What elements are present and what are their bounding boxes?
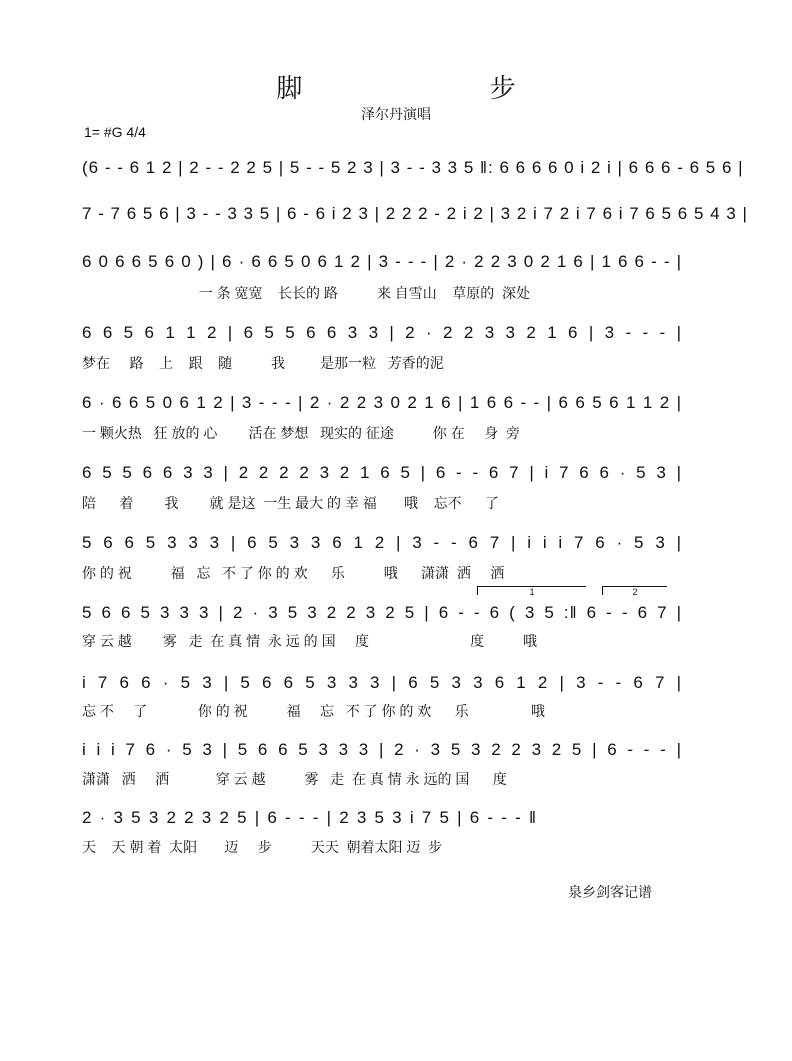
lyrics-line-10: 潇潇 洒 洒 穿 云 越 雾 走 在 真 情 永 远的 国 度 [82, 771, 507, 787]
volta-label: 1 [529, 587, 535, 597]
performer: 泽尔丹演唱 [361, 106, 431, 122]
notation-line-10: i i i 7 6 · 5 3 | 5 6 6 5 3 3 3 | 2 · 3 5 3 2 2 3 2 5 | 6 - - - | [82, 740, 682, 759]
notation-line-6: 6 5 5 6 6 3 3 | 2 2 2 2 3 2 1 6 5 | 6 - - 6 7 | i 7 6 6 · 5 3 | [82, 463, 682, 482]
notation-line-8: 5 6 6 5 3 3 3 | 2 · 3 5 3 2 2 3 2 5 | 6 - - 6 ( 3 5 :‖ 6 - - 6 7 | [82, 603, 682, 622]
notation-line-9: i 7 6 6 · 5 3 | 5 6 6 5 3 3 3 | 6 5 3 3 6 1 2 | 3 - - 6 7 | [82, 673, 682, 692]
notation-line-2: 7 - 7 6 5 6 | 3 - - 3 3 5 | 6 - 6 i 2 3 | 2 2 2 - 2 i 2 | 3 2 i 7 2 i 7 6 i 7 6 5 6 5 4 3 | [82, 204, 748, 223]
transcriber-credit: 泉乡剑客记谱 [568, 884, 652, 900]
song-title: 脚 步 [276, 73, 606, 103]
volta-label: 2 [632, 587, 638, 597]
lyrics-line-7: 你 的 祝 福 忘 不 了 你 的 欢 乐 哦 潇潇 洒 洒 [82, 565, 505, 581]
notation-line-11: 2 · 3 5 3 2 2 3 2 5 | 6 - - - | 2 3 5 3 i 7 5 | 6 - - - ‖ [82, 808, 537, 827]
lyrics-line-11: 天 天 朝 着 太阳 迈 步 天天 朝着太阳 迈 步 [82, 839, 443, 855]
volta-bracket-2 [602, 586, 667, 595]
key-signature: 1= #G 4/4 [84, 124, 146, 140]
lyrics-line-4: 梦在 路 上 跟 随 我 是那一粒 芳香的泥 [82, 355, 444, 371]
lyrics-line-9: 忘 不 了 你 的 祝 福 忘 不 了 你 的 欢 乐 哦 [82, 703, 545, 719]
notation-line-3: 6 0 6 6 5 6 0 ) | 6 · 6 6 5 0 6 1 2 | 3 - - - | 2 · 2 2 3 0 2 1 6 | 1 6 6 - - | [82, 252, 682, 271]
notation-line-7: 5 6 6 5 3 3 3 | 6 5 3 3 6 1 2 | 3 - - 6 7 | i i i 7 6 · 5 3 | [82, 533, 682, 552]
lyrics-line-8: 穿 云 越 雾 走 在 真 情 永 远 的 国 度 度 哦 [82, 633, 538, 649]
notation-line-1: (6 - - 6 1 2 | 2 - - 2 2 5 | 5 - - 5 2 3 | 3 - - 3 3 5 ‖: 6 6 6 6 0 i 2 i | 6 6 6 - 6 5 6 | [82, 158, 744, 177]
lyrics-line-3: 一 条 宽宽 长长的 路 来 自雪山 草原的 深处 [82, 285, 531, 301]
notation-line-5: 6 · 6 6 5 0 6 1 2 | 3 - - - | 2 · 2 2 3 0 2 1 6 | 1 6 6 - - | 6 6 5 6 1 1 2 | [82, 393, 682, 412]
notation-line-4: 6 6 5 6 1 1 2 | 6 5 5 6 6 3 3 | 2 · 2 2 3 3 2 1 6 | 3 - - - | [82, 323, 682, 342]
lyrics-line-6: 陪 着 我 就 是这 一生 最大 的 幸 福 哦 忘不 了 [82, 495, 499, 511]
lyrics-line-5: 一 颗火热 狂 放的 心 活在 梦想 现实的 征途 你 在 身 旁 [82, 425, 520, 441]
volta-bracket-1 [477, 586, 586, 595]
